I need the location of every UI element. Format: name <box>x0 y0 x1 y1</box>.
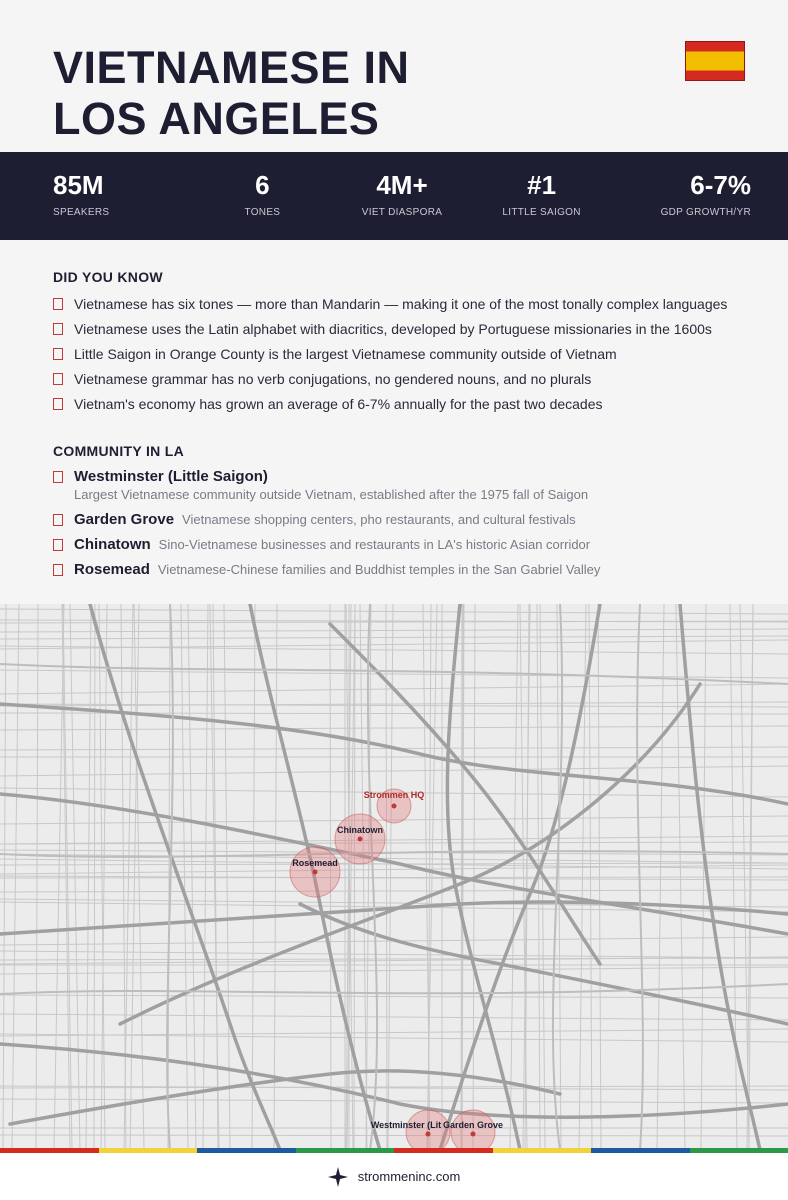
marker-label: Garden Grove <box>442 1120 504 1130</box>
community-item-chinatown: Chinatown Sino-Vietnamese businesses and restaurants in LA's historic Asian corridor <box>53 536 773 554</box>
stat-speakers: 85M SPEAKERS <box>53 170 110 218</box>
map-canvas <box>0 604 788 1150</box>
checkbox-bullet-icon <box>53 398 63 410</box>
checkbox-bullet-icon <box>53 471 63 483</box>
header <box>0 0 788 152</box>
footer <box>0 1153 788 1200</box>
list-item: Vietnamese has six tones — more than Mandarin — making it one of the most tonally complex languages <box>53 291 773 316</box>
marker-label: Rosemead <box>292 858 338 868</box>
map-street-grid <box>0 604 788 1150</box>
community-item-rosemead: Rosemead Vietnamese-Chinese families and Buddhist temples in the San Gabriel Valley <box>53 561 773 579</box>
marker-rosemead[interactable] <box>290 847 340 897</box>
list-item: Little Saigon in Orange County is the largest Vietnamese community outside of Vietnam <box>53 341 773 366</box>
footer-site-link[interactable]: strommeninc.com <box>357 1169 461 1184</box>
community-item-garden-grove: Garden Grove Vietnamese shopping centers, pho restaurants, and cultural festivals <box>53 511 773 529</box>
checkbox-bullet-icon <box>53 373 63 385</box>
community-heading: COMMUNITY IN LA <box>53 443 185 459</box>
page-title: VIETNAMESE IN LOS ANGELES <box>53 42 410 144</box>
stat-little-saigon: #1 LITTLE SAIGON <box>502 170 581 218</box>
community-item-westminster: Westminster (Little Saigon) Largest Vietnamese community outside Vietnam, established after the 1975 fall of Saigon <box>53 468 773 504</box>
marker-label: Westminster (Lit <box>370 1120 442 1130</box>
spain-flag-icon <box>685 41 745 81</box>
stat-diaspora: 4M+ VIET DIASPORA <box>361 170 443 218</box>
list-item: Vietnamese grammar has no verb conjugations, no gendered nouns, and no plurals <box>53 366 773 391</box>
marker-westminster[interactable] <box>371 1110 450 1150</box>
checkbox-bullet-icon <box>53 539 63 551</box>
strommen-logo-icon <box>328 1167 348 1187</box>
street-map[interactable] <box>0 604 788 1150</box>
marker-label: Strommen HQ <box>363 790 425 800</box>
marker-chinatown[interactable] <box>335 814 385 864</box>
stat-gdp-growth: 6-7% GDP GROWTH/YR <box>660 170 751 218</box>
checkbox-bullet-icon <box>53 348 63 360</box>
facts-heading: DID YOU KNOW <box>53 269 163 285</box>
stat-tones: 6 TONES <box>244 170 281 218</box>
stats-bar <box>0 152 788 240</box>
list-item: Vietnam's economy has grown an average of 6-7% annually for the past two decades <box>53 391 773 416</box>
checkbox-bullet-icon <box>53 514 63 526</box>
checkbox-bullet-icon <box>53 323 63 335</box>
marker-label: Chinatown <box>337 825 383 835</box>
checkbox-bullet-icon <box>53 564 63 576</box>
facts-list <box>53 291 773 416</box>
community-list <box>53 468 773 586</box>
list-item: Vietnamese uses the Latin alphabet with diacritics, developed by Portuguese missionaries in the 1600s <box>53 316 773 341</box>
checkbox-bullet-icon <box>53 298 63 310</box>
